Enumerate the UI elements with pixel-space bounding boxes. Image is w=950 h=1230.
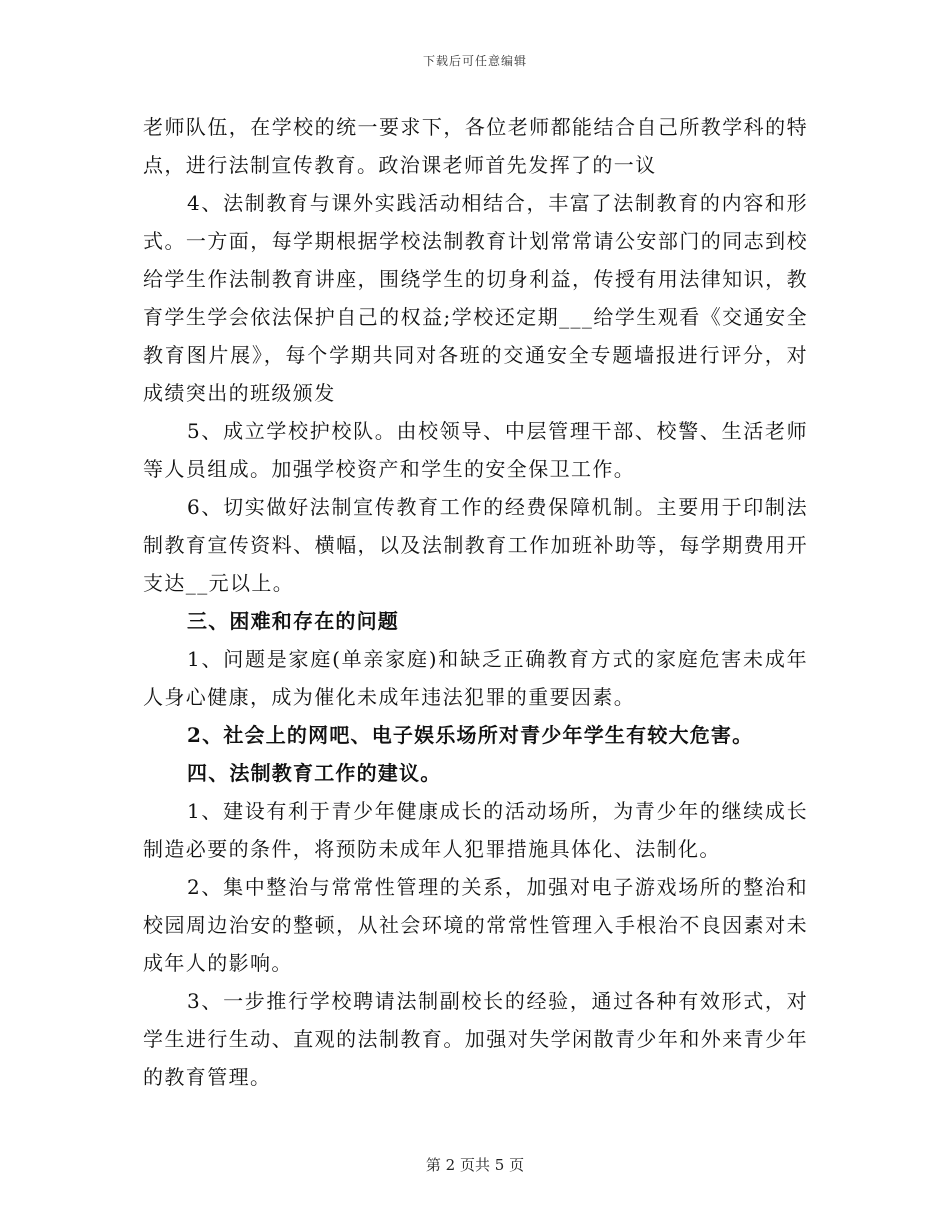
paragraph-item-4: 4、法制教育与课外实践活动相结合，丰富了法制教育的内容和形式。一方面，每学期根据学校法制教育计划常常请公安部门的同志到校给学生作法制教育讲座，围绕学生的切身利益，传授有用法律知识，教育学生学会依法保护自己的权益;学校还定期___给学生观看《交通安全教育图片展》，每个学期共同对各班的交通安全专题墙报进行评分，对成绩突出的班级颁发 bbox=[143, 191, 808, 405]
page-number: 第 2 页共 5 页 bbox=[425, 1156, 525, 1174]
paragraph-problem-1: 1、问题是家庭(单亲家庭)和缺乏正确教育方式的家庭危害未成年人身心健康，成为催化未成年违法犯罪的重要因素。 bbox=[143, 647, 808, 709]
paragraph-teachers-team: 老师队伍，在学校的统一要求下，各位老师都能结合自己所教学科的特点，进行法制宣传教育。政治课老师首先发挥了的一议 bbox=[143, 115, 808, 177]
paragraph-item-5: 5、成立学校护校队。由校领导、中层管理干部、校警、生活老师等人员组成。加强学校资产和学生的安全保卫工作。 bbox=[143, 419, 808, 481]
section-heading-difficulties: 三、困难和存在的问题 bbox=[187, 609, 399, 633]
paragraph-suggestion-3: 3、一步推行学校聘请法制副校长的经验，通过各种有效形式，对学生进行生动、直观的法制教育。加强对失学闲散青少年和外来青少年的教育管理。 bbox=[143, 989, 808, 1089]
document-body bbox=[143, 108, 808, 1096]
paragraph-item-6: 6、切实做好法制宣传教育工作的经费保障机制。主要用于印制法制教育宣传资料、横幅，以及法制教育工作加班补助等，每学期费用开支达__元以上。 bbox=[143, 495, 808, 595]
section-heading-suggestions: 四、法制教育工作的建议。 bbox=[187, 761, 442, 785]
page-header-note: 下载后可任意编辑 bbox=[422, 54, 527, 68]
paragraph-suggestion-2: 2、集中整治与常常性管理的关系，加强对电子游戏场所的整治和校园周边治安的整顿，从社会环境的常常性管理入手根治不良因素对未成年人的影响。 bbox=[143, 875, 808, 975]
paragraph-problem-2: 2、社会上的网吧、电子娱乐场所对青少年学生有较大危害。 bbox=[187, 723, 754, 747]
paragraph-suggestion-1: 1、建设有利于青少年健康成长的活动场所，为青少年的继续成长制造必要的条件，将预防未成年人犯罪措施具体化、法制化。 bbox=[143, 799, 808, 861]
